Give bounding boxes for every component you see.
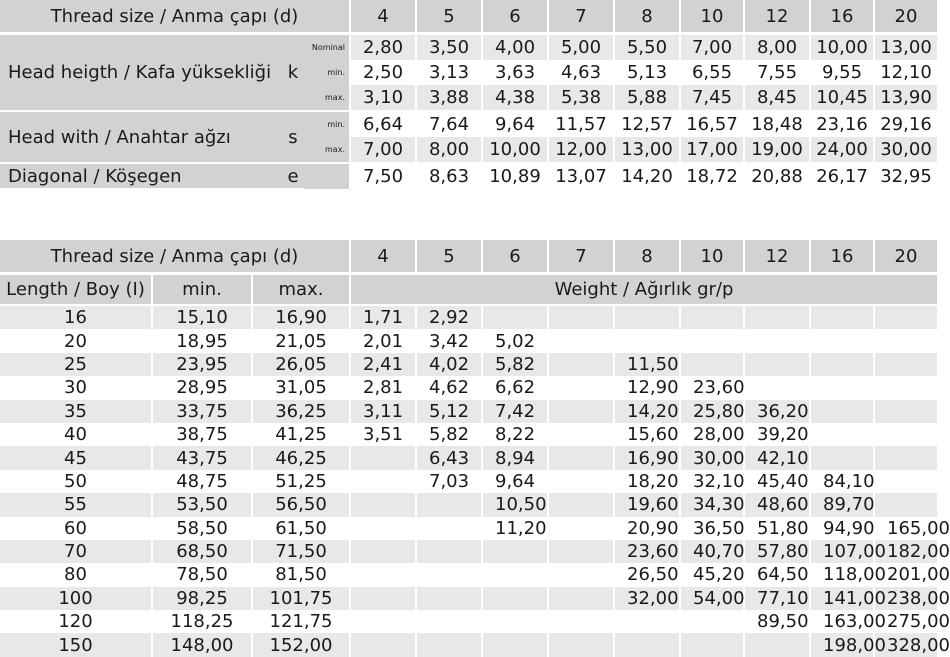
- cell: 36,20: [744, 400, 810, 423]
- cell: 7,42: [482, 400, 548, 423]
- cell: 48,60: [744, 493, 810, 516]
- cell: 8,94: [482, 446, 548, 469]
- cell: 1,71: [350, 305, 416, 329]
- cell: [548, 587, 614, 610]
- size-header: 20: [874, 0, 938, 34]
- size-header: 4: [350, 240, 416, 274]
- size-header: 6: [482, 0, 548, 34]
- cell: 23,60: [680, 376, 744, 399]
- cell: 78,50: [152, 563, 252, 586]
- cell: 30,00: [874, 137, 938, 163]
- blank-cell: [304, 163, 350, 189]
- nominal-label: Nominal: [304, 34, 350, 61]
- cell: 28,00: [680, 423, 744, 446]
- table-row: [0, 493, 938, 516]
- cell: 6,62: [482, 376, 548, 399]
- cell: 56,50: [252, 493, 350, 516]
- diagonal-label: Diagonal / Köşegen: [0, 163, 282, 189]
- cell: 38,75: [152, 423, 252, 446]
- size-header: 10: [680, 0, 744, 34]
- cell: [548, 563, 614, 586]
- cell: 7,50: [350, 163, 416, 189]
- cell: [350, 493, 416, 516]
- cell: [548, 517, 614, 540]
- cell: [548, 610, 614, 633]
- cell: [810, 376, 874, 399]
- head-width-symbol: s: [282, 111, 304, 163]
- cell: 68,50: [152, 540, 252, 563]
- cell: 9,64: [482, 111, 548, 137]
- cell: 10,00: [482, 137, 548, 163]
- cell: [482, 633, 548, 656]
- cell: 3,88: [416, 85, 482, 111]
- cell: 328,00: [874, 633, 938, 656]
- table-row: [0, 423, 938, 446]
- cell: 5,82: [416, 423, 482, 446]
- cell: 30,00: [680, 446, 744, 469]
- cell: 34,30: [680, 493, 744, 516]
- table-row: [0, 633, 938, 656]
- cell: [744, 633, 810, 656]
- cell: 7,03: [416, 470, 482, 493]
- cell: [744, 305, 810, 329]
- cell: [416, 540, 482, 563]
- cell: [680, 305, 744, 329]
- cell: 15,10: [152, 305, 252, 329]
- cell: [416, 587, 482, 610]
- cell: [614, 633, 680, 656]
- cell: [874, 493, 938, 516]
- cell: 8,00: [416, 137, 482, 163]
- cell: 16,57: [680, 111, 744, 137]
- head-height-symbol: k: [282, 34, 304, 112]
- table-row: [0, 587, 938, 610]
- cell: 13,07: [548, 163, 614, 189]
- cell: 23,95: [152, 353, 252, 376]
- cell: 150: [0, 633, 152, 656]
- cell: 41,25: [252, 423, 350, 446]
- table-row: [0, 540, 938, 563]
- cell: [350, 446, 416, 469]
- cell: [874, 423, 938, 446]
- length-header: Length / Boy (I): [0, 274, 152, 306]
- cell: 89,70: [810, 493, 874, 516]
- k-nominal-row: [0, 34, 938, 61]
- cell: [810, 446, 874, 469]
- cell: [548, 470, 614, 493]
- cell: [350, 633, 416, 656]
- cell: 48,75: [152, 470, 252, 493]
- size-header: 12: [744, 240, 810, 274]
- cell: 19,60: [614, 493, 680, 516]
- cell: 39,20: [744, 423, 810, 446]
- cell: 13,00: [614, 137, 680, 163]
- cell: 2,50: [350, 60, 416, 85]
- table-row: [0, 329, 938, 352]
- cell: [416, 610, 482, 633]
- cell: 6,55: [680, 60, 744, 85]
- cell: 3,51: [350, 423, 416, 446]
- cell: 77,10: [744, 587, 810, 610]
- cell: 141,00: [810, 587, 874, 610]
- cell: [614, 329, 680, 352]
- table-row: [0, 353, 938, 376]
- cell: 14,20: [614, 163, 680, 189]
- cell: 33,75: [152, 400, 252, 423]
- cell: [416, 517, 482, 540]
- cell: 13,90: [874, 85, 938, 111]
- cell: 25,80: [680, 400, 744, 423]
- max-label: max.: [304, 137, 350, 163]
- cell: [680, 610, 744, 633]
- cell: 182,00: [874, 540, 938, 563]
- cell: 5,13: [614, 60, 680, 85]
- cell: 24,00: [810, 137, 874, 163]
- cell: [680, 329, 744, 352]
- max-header: max.: [252, 274, 350, 306]
- size-header: 20: [874, 240, 938, 274]
- cell: 15,60: [614, 423, 680, 446]
- cell: 94,90: [810, 517, 874, 540]
- diagonal-symbol: e: [282, 163, 304, 189]
- cell: [482, 587, 548, 610]
- min-header: min.: [152, 274, 252, 306]
- cell: 26,50: [614, 563, 680, 586]
- cell: [482, 540, 548, 563]
- cell: [614, 305, 680, 329]
- cell: [548, 353, 614, 376]
- cell: 36,25: [252, 400, 350, 423]
- cell: 61,50: [252, 517, 350, 540]
- cell: 9,64: [482, 470, 548, 493]
- cell: 148,00: [152, 633, 252, 656]
- cell: 18,95: [152, 329, 252, 352]
- table-row: [0, 400, 938, 423]
- cell: 26,17: [810, 163, 874, 189]
- weights-body: [0, 305, 950, 657]
- cell: 5,88: [614, 85, 680, 111]
- cell: [548, 493, 614, 516]
- cell: [548, 329, 614, 352]
- cell: 43,75: [152, 446, 252, 469]
- cell: 45,40: [744, 470, 810, 493]
- cell: 10,50: [482, 493, 548, 516]
- cell: [810, 305, 874, 329]
- cell: 84,10: [810, 470, 874, 493]
- cell: 2,41: [350, 353, 416, 376]
- cell: 10,00: [810, 34, 874, 61]
- cell: 275,00: [874, 610, 938, 633]
- size-header: 8: [614, 0, 680, 34]
- cell: 11,57: [548, 111, 614, 137]
- cell: 4,00: [482, 34, 548, 61]
- cell: [680, 353, 744, 376]
- cell: 98,25: [152, 587, 252, 610]
- cell: 42,10: [744, 446, 810, 469]
- cell: 51,25: [252, 470, 350, 493]
- cell: 12,00: [548, 137, 614, 163]
- cell: 4,02: [416, 353, 482, 376]
- head-width-label: Head with / Anahtar ağzı: [0, 111, 282, 163]
- cell: 5,12: [416, 400, 482, 423]
- size-header: 6: [482, 240, 548, 274]
- table-row: [0, 563, 938, 586]
- min-label: min.: [304, 60, 350, 85]
- thread-size-header: Thread size / Anma çapı (d): [0, 240, 350, 274]
- cell: 19,00: [744, 137, 810, 163]
- size-header: 8: [614, 240, 680, 274]
- weights-subheader-row: [0, 274, 938, 306]
- cell: 18,48: [744, 111, 810, 137]
- cell: 238,00: [874, 587, 938, 610]
- cell: [548, 423, 614, 446]
- cell: 5,02: [482, 329, 548, 352]
- cell: 8,63: [416, 163, 482, 189]
- cell: 12,90: [614, 376, 680, 399]
- cell: 46,25: [252, 446, 350, 469]
- cell: 51,80: [744, 517, 810, 540]
- table-row: [0, 305, 938, 329]
- cell: 32,95: [874, 163, 938, 189]
- cell: 35: [0, 400, 152, 423]
- cell: 23,60: [614, 540, 680, 563]
- cell: [810, 353, 874, 376]
- cell: [874, 305, 938, 329]
- cell: 5,82: [482, 353, 548, 376]
- cell: 101,75: [252, 587, 350, 610]
- size-header: 16: [810, 0, 874, 34]
- dimensions-header-row: [0, 0, 938, 34]
- size-header: 16: [810, 240, 874, 274]
- cell: 152,00: [252, 633, 350, 656]
- cell: 8,45: [744, 85, 810, 111]
- cell: 7,00: [350, 137, 416, 163]
- size-header: 10: [680, 240, 744, 274]
- cell: 55: [0, 493, 152, 516]
- cell: 3,63: [482, 60, 548, 85]
- cell: 107,00: [810, 540, 874, 563]
- cell: [744, 353, 810, 376]
- cell: 6,64: [350, 111, 416, 137]
- cell: 81,50: [252, 563, 350, 586]
- cell: 58,50: [152, 517, 252, 540]
- cell: [874, 353, 938, 376]
- cell: 80: [0, 563, 152, 586]
- cell: [614, 610, 680, 633]
- cell: [874, 376, 938, 399]
- cell: [350, 563, 416, 586]
- cell: 7,00: [680, 34, 744, 61]
- thread-size-header: Thread size / Anma çapı (d): [0, 0, 350, 34]
- cell: [482, 610, 548, 633]
- cell: 16: [0, 305, 152, 329]
- cell: 7,64: [416, 111, 482, 137]
- cell: 5,50: [614, 34, 680, 61]
- cell: 2,80: [350, 34, 416, 61]
- cell: 12,10: [874, 60, 938, 85]
- cell: 2,81: [350, 376, 416, 399]
- cell: [350, 470, 416, 493]
- cell: 10,89: [482, 163, 548, 189]
- cell: 3,11: [350, 400, 416, 423]
- cell: 100: [0, 587, 152, 610]
- cell: 54,00: [680, 587, 744, 610]
- cell: 4,63: [548, 60, 614, 85]
- cell: 121,75: [252, 610, 350, 633]
- cell: 29,16: [874, 111, 938, 137]
- cell: 5,00: [548, 34, 614, 61]
- cell: 13,00: [874, 34, 938, 61]
- cell: [482, 563, 548, 586]
- cell: 3,13: [416, 60, 482, 85]
- cell: [874, 446, 938, 469]
- cell: [874, 329, 938, 352]
- cell: 45: [0, 446, 152, 469]
- cell: [744, 329, 810, 352]
- cell: 40: [0, 423, 152, 446]
- table-row: [0, 376, 938, 399]
- cell: [548, 400, 614, 423]
- cell: 50: [0, 470, 152, 493]
- cell: [810, 329, 874, 352]
- size-header: 4: [350, 0, 416, 34]
- dimensions-table: [0, 0, 939, 190]
- cell: 14,20: [614, 400, 680, 423]
- weights-header-row: [0, 240, 938, 274]
- cell: [416, 633, 482, 656]
- diagonal-row: [0, 163, 938, 189]
- cell: 20,90: [614, 517, 680, 540]
- cell: 10,45: [810, 85, 874, 111]
- cell: 18,72: [680, 163, 744, 189]
- cell: 26,05: [252, 353, 350, 376]
- cell: [350, 587, 416, 610]
- cell: 17,00: [680, 137, 744, 163]
- cell: 8,00: [744, 34, 810, 61]
- cell: 21,05: [252, 329, 350, 352]
- min-label: min.: [304, 111, 350, 137]
- cell: 31,05: [252, 376, 350, 399]
- size-header: 5: [416, 240, 482, 274]
- max-label: max.: [304, 85, 350, 111]
- size-header: 5: [416, 0, 482, 34]
- cell: 40,70: [680, 540, 744, 563]
- cell: [350, 540, 416, 563]
- cell: 2,01: [350, 329, 416, 352]
- cell: 18,20: [614, 470, 680, 493]
- cell: [350, 610, 416, 633]
- cell: 4,62: [416, 376, 482, 399]
- cell: 165,00: [874, 517, 938, 540]
- cell: 7,55: [744, 60, 810, 85]
- cell: [810, 423, 874, 446]
- cell: 89,50: [744, 610, 810, 633]
- size-header: 7: [548, 240, 614, 274]
- cell: 118,00: [810, 563, 874, 586]
- cell: 28,95: [152, 376, 252, 399]
- cell: 36,50: [680, 517, 744, 540]
- cell: [874, 400, 938, 423]
- cell: 7,45: [680, 85, 744, 111]
- head-height-label: Head heigth / Kafa yüksekliği: [0, 34, 282, 112]
- cell: 71,50: [252, 540, 350, 563]
- cell: [548, 376, 614, 399]
- cell: 70: [0, 540, 152, 563]
- cell: 57,80: [744, 540, 810, 563]
- cell: 64,50: [744, 563, 810, 586]
- cell: [744, 376, 810, 399]
- cell: 16,90: [614, 446, 680, 469]
- cell: 6,43: [416, 446, 482, 469]
- table-row: [0, 517, 938, 540]
- cell: 201,00: [874, 563, 938, 586]
- s-min-row: [0, 111, 938, 137]
- cell: 11,50: [614, 353, 680, 376]
- cell: 120: [0, 610, 152, 633]
- cell: 53,50: [152, 493, 252, 516]
- cell: [350, 517, 416, 540]
- cell: [548, 305, 614, 329]
- cell: 2,92: [416, 305, 482, 329]
- cell: [874, 470, 938, 493]
- cell: 3,42: [416, 329, 482, 352]
- cell: 32,10: [680, 470, 744, 493]
- cell: [416, 563, 482, 586]
- cell: 20,88: [744, 163, 810, 189]
- weight-header: Weight / Ağırlık gr/p: [350, 274, 938, 306]
- weights-table: [0, 240, 950, 657]
- cell: [482, 305, 548, 329]
- cell: 4,38: [482, 85, 548, 111]
- cell: 3,50: [416, 34, 482, 61]
- cell: 20: [0, 329, 152, 352]
- cell: [548, 446, 614, 469]
- cell: [548, 540, 614, 563]
- cell: 30: [0, 376, 152, 399]
- table-row: [0, 446, 938, 469]
- cell: 12,57: [614, 111, 680, 137]
- cell: 16,90: [252, 305, 350, 329]
- cell: 8,22: [482, 423, 548, 446]
- cell: [416, 493, 482, 516]
- table-row: [0, 470, 938, 493]
- cell: 118,25: [152, 610, 252, 633]
- size-header: 7: [548, 0, 614, 34]
- cell: 9,55: [810, 60, 874, 85]
- cell: 25: [0, 353, 152, 376]
- cell: 5,38: [548, 85, 614, 111]
- cell: 23,16: [810, 111, 874, 137]
- size-header: 12: [744, 0, 810, 34]
- cell: 32,00: [614, 587, 680, 610]
- cell: [548, 633, 614, 656]
- cell: 163,00: [810, 610, 874, 633]
- cell: 11,20: [482, 517, 548, 540]
- cell: 45,20: [680, 563, 744, 586]
- cell: [680, 633, 744, 656]
- table-row: [0, 610, 938, 633]
- cell: 3,10: [350, 85, 416, 111]
- cell: 60: [0, 517, 152, 540]
- cell: [810, 400, 874, 423]
- cell: 198,00: [810, 633, 874, 656]
